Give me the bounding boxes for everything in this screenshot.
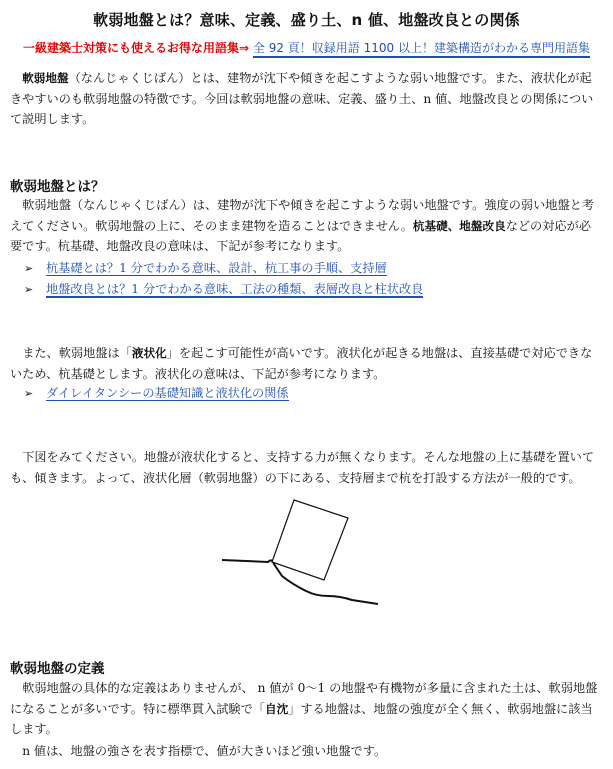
section-heading-what: 軟弱地盤とは？: [10, 179, 105, 195]
link-ground-improvement[interactable]: 地盤改良とは？1 分でわかる意味、工法の種類、表層改良と柱状改良: [46, 282, 424, 296]
intro-text: （なんじゃくじばん）とは、建物が沈下や傾きを起こすような弱い地盤です。また、液状化が起きやすいのも軟弱地盤の特徴です。今回は軟弱地盤の意味、定義、盛り土、n 値、地盤改良との関係について説明します。: [10, 71, 594, 126]
s1p1-text-b: などの対応が必要です。杭基礎、地盤改良の意味は、下記が参考になります。: [10, 218, 591, 253]
promo-lead: 一級建築士対策にも使えるお得な用語集⇒: [23, 41, 250, 55]
section1-paragraph-1: [10, 195, 598, 257]
glossary-link[interactable]: 全 92 頁！収録用語 1100 以上！建築構造がわかる専門用語集: [253, 41, 590, 58]
arrow-bullet-icon: ➢: [24, 387, 34, 400]
section1-paragraph-3: 下図をみてください。地盤が液状化すると、支持する力が無くなります。そんな地盤の上に基礎を置いても、傾きます。よって、液状化層（軟弱地盤）の下にある、支持層まで杭を打設する方法が一般的です。: [10, 450, 595, 485]
tilted-building: [272, 500, 348, 580]
section1-paragraph-2: [10, 343, 598, 384]
link-dilatancy[interactable]: ダイレイタンシーの基礎知識と液状化の関係: [46, 386, 289, 400]
s1p1-bold: 杭基礎、地盤改良: [412, 218, 506, 233]
s2p1-text-b: 」する地盤は、地盤の強度が全く無く、軟弱地盤に該当します。: [10, 701, 593, 736]
s2p1-text-a: 軟弱地盤の具体的な定義はありませんが、 n 値が 0～1 の地盤や有機物が多量に含まれた土は、軟弱地盤になることが多いです。特に標準貫入試験で「: [10, 681, 598, 716]
s1p2-bold: 液状化: [131, 346, 167, 360]
section2-paragraph-2: n 値は、地盤の強さを表す指標で、値が大きいほど強い地盤です。: [22, 744, 387, 758]
promo-banner: [12, 39, 601, 56]
link-row-dilatancy: [24, 384, 289, 401]
s2p1-bold: 自沈: [264, 701, 289, 716]
link-row-pile: [24, 259, 387, 276]
s1p2-text-a: また、軟弱地盤は「: [22, 346, 132, 360]
s1p1-text-a: 軟弱地盤（なんじゃくじばん）は、建物が沈下や傾きを起こすような弱い地盤です。強度の弱い地盤と考えてください。軟弱地盤の上に、そのまま建物を造ることはできません。: [10, 198, 595, 233]
arrow-bullet-icon: ➢: [24, 262, 34, 275]
s1p2-text-b: 」を起こす可能性が高いです。液状化が起きる地盤は、直接基礎で対応できないため、杭基礎とします。液状化の意味は、下記が参考になります。: [10, 346, 593, 381]
link-pile-foundation[interactable]: 杭基礎とは？1 分でわかる意味、設計、杭工事の手順、支持層: [46, 261, 387, 275]
section2-paragraph-1: [10, 678, 598, 740]
page-title: 軟弱地盤とは？意味、定義、盛り土、n 値、地盤改良との関係: [93, 11, 520, 29]
intro-term: 軟弱地盤: [22, 71, 69, 85]
tilted-building-diagram: [220, 496, 390, 608]
intro-paragraph: [10, 68, 598, 130]
section-heading-definition: 軟弱地盤の定義: [10, 661, 105, 677]
arrow-bullet-icon: ➢: [24, 283, 34, 296]
link-row-ground: [24, 280, 423, 297]
